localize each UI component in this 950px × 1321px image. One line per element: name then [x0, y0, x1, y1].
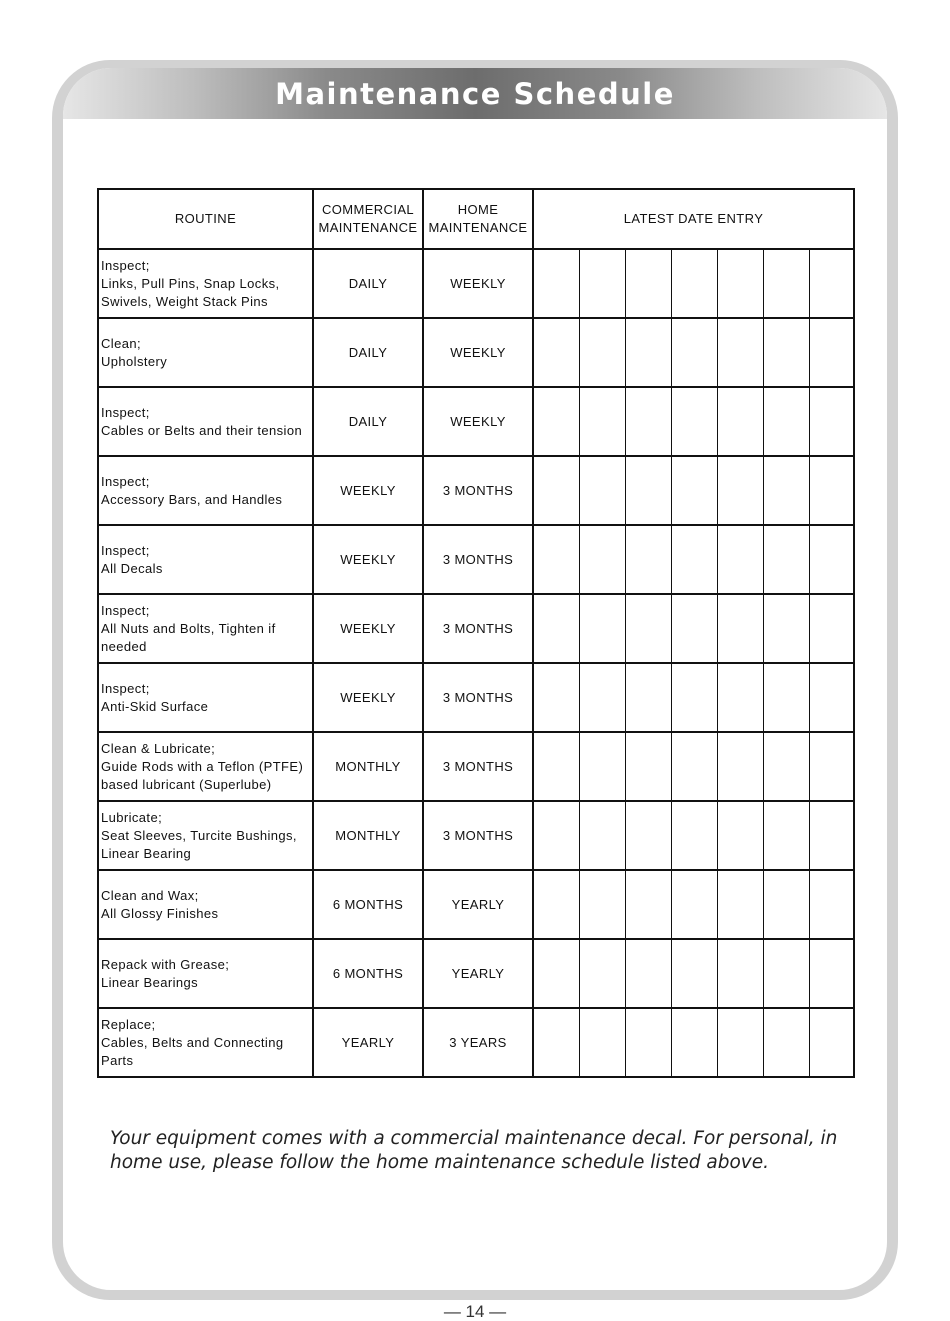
routine-line: Parts — [101, 1052, 134, 1068]
routine-line: Clean; — [101, 335, 141, 351]
header-routine: ROUTINE — [98, 189, 313, 249]
date-entry-cell[interactable] — [579, 318, 625, 387]
date-entry-cell[interactable] — [579, 663, 625, 732]
date-entry-cell[interactable] — [671, 732, 717, 801]
commercial-frequency-cell: WEEKLY — [313, 663, 423, 732]
routine-line: Links, Pull Pins, Snap Locks, — [101, 275, 280, 291]
date-entry-cell[interactable] — [671, 870, 717, 939]
routine-line: Repack with Grease; — [101, 956, 230, 972]
date-entry-cell[interactable] — [533, 249, 579, 318]
routine-line: Inspect; — [101, 404, 150, 420]
table-row — [98, 594, 854, 663]
date-entry-cell[interactable] — [809, 249, 854, 318]
date-entry-cell[interactable] — [717, 801, 763, 870]
date-entry-cell[interactable] — [717, 594, 763, 663]
table-row — [98, 939, 854, 1008]
routine-line: Seat Sleeves, Turcite Bushings, — [101, 827, 297, 843]
routine-cell — [98, 1008, 313, 1077]
home-frequency-cell: YEARLY — [423, 870, 533, 939]
date-entry-cell[interactable] — [625, 525, 671, 594]
routine-cell — [98, 249, 313, 318]
commercial-frequency-cell: WEEKLY — [313, 594, 423, 663]
date-entry-cell[interactable] — [763, 663, 809, 732]
commercial-frequency-cell: WEEKLY — [313, 456, 423, 525]
date-entry-cell[interactable] — [809, 456, 854, 525]
routine-line: Accessory Bars, and Handles — [101, 491, 283, 507]
maintenance-table — [97, 188, 855, 1078]
routine-cell — [98, 456, 313, 525]
date-entry-cell[interactable] — [671, 387, 717, 456]
routine-line: Upholstery — [101, 353, 168, 369]
date-entry-cell[interactable] — [763, 1008, 809, 1077]
date-entry-cell[interactable] — [579, 1008, 625, 1077]
date-entry-cell[interactable] — [533, 663, 579, 732]
home-frequency-cell: YEARLY — [423, 939, 533, 1008]
date-entry-cell[interactable] — [763, 870, 809, 939]
date-entry-cell[interactable] — [579, 387, 625, 456]
date-entry-cell[interactable] — [625, 732, 671, 801]
routine-line: Inspect; — [101, 680, 150, 696]
home-frequency-cell: 3 YEARS — [423, 1008, 533, 1077]
date-entry-cell[interactable] — [809, 939, 854, 1008]
date-entry-cell[interactable] — [579, 801, 625, 870]
routine-cell — [98, 801, 313, 870]
date-entry-cell[interactable] — [671, 801, 717, 870]
page-number: — 14 — — [443, 1302, 507, 1321]
routine-cell — [98, 663, 313, 732]
commercial-frequency-cell: MONTHLY — [313, 801, 423, 870]
table-row — [98, 387, 854, 456]
date-entry-cell[interactable] — [763, 318, 809, 387]
date-entry-cell[interactable] — [717, 318, 763, 387]
date-entry-cell[interactable] — [533, 801, 579, 870]
home-frequency-cell: 3 MONTHS — [423, 801, 533, 870]
date-entry-cell[interactable] — [625, 456, 671, 525]
date-entry-cell[interactable] — [809, 663, 854, 732]
routine-line: based lubricant (Superlube) — [101, 776, 272, 792]
commercial-frequency-cell: WEEKLY — [313, 525, 423, 594]
table-row — [98, 456, 854, 525]
date-entry-cell[interactable] — [671, 939, 717, 1008]
routine-line: Inspect; — [101, 602, 150, 618]
date-entry-cell[interactable] — [763, 249, 809, 318]
date-entry-cell[interactable] — [579, 249, 625, 318]
home-frequency-cell: 3 MONTHS — [423, 663, 533, 732]
date-entry-cell[interactable] — [717, 387, 763, 456]
date-entry-cell[interactable] — [717, 663, 763, 732]
commercial-frequency-cell: DAILY — [313, 249, 423, 318]
date-entry-cell[interactable] — [763, 732, 809, 801]
routine-cell — [98, 318, 313, 387]
routine-line: Cables or Belts and their tension — [101, 422, 303, 438]
routine-line: Clean & Lubricate; — [101, 740, 216, 756]
date-entry-cell[interactable] — [717, 870, 763, 939]
header-commercial-maintenance — [313, 189, 423, 249]
routine-line: All Glossy Finishes — [101, 905, 219, 921]
date-entry-cell[interactable] — [763, 594, 809, 663]
date-entry-cell[interactable] — [671, 663, 717, 732]
date-entry-cell[interactable] — [579, 732, 625, 801]
date-entry-cell[interactable] — [809, 870, 854, 939]
home-frequency-cell: WEEKLY — [423, 249, 533, 318]
date-entry-cell[interactable] — [717, 939, 763, 1008]
commercial-frequency-cell: 6 MONTHS — [313, 870, 423, 939]
commercial-frequency-cell: 6 MONTHS — [313, 939, 423, 1008]
routine-line: needed — [101, 638, 147, 654]
date-entry-cell[interactable] — [579, 525, 625, 594]
date-entry-cell[interactable] — [625, 801, 671, 870]
date-entry-cell[interactable] — [809, 318, 854, 387]
home-frequency-cell: 3 MONTHS — [423, 456, 533, 525]
routine-line: Guide Rods with a Teflon (PTFE) — [101, 758, 304, 774]
date-entry-cell[interactable] — [625, 939, 671, 1008]
routine-cell — [98, 870, 313, 939]
routine-line: Lubricate; — [101, 809, 163, 825]
routine-cell — [98, 525, 313, 594]
date-entry-cell[interactable] — [671, 318, 717, 387]
routine-cell — [98, 594, 313, 663]
commercial-frequency-cell: YEARLY — [313, 1008, 423, 1077]
routine-cell — [98, 732, 313, 801]
title-banner — [63, 68, 887, 119]
routine-line: All Nuts and Bolts, Tighten if — [101, 620, 276, 636]
header-latest-date-entry: LATEST DATE ENTRY — [533, 189, 854, 249]
date-entry-cell[interactable] — [533, 525, 579, 594]
date-entry-cell[interactable] — [763, 939, 809, 1008]
date-entry-cell[interactable] — [671, 525, 717, 594]
routine-line: Cables, Belts and Connecting — [101, 1034, 284, 1050]
date-entry-cell[interactable] — [763, 525, 809, 594]
table-row — [98, 732, 854, 801]
date-entry-cell[interactable] — [533, 732, 579, 801]
home-frequency-cell: WEEKLY — [423, 387, 533, 456]
routine-line: Inspect; — [101, 473, 150, 489]
date-entry-cell[interactable] — [533, 870, 579, 939]
table-row — [98, 525, 854, 594]
routine-line: Inspect; — [101, 257, 150, 273]
home-frequency-cell: 3 MONTHS — [423, 732, 533, 801]
date-entry-cell[interactable] — [533, 1008, 579, 1077]
routine-cell — [98, 939, 313, 1008]
date-entry-cell[interactable] — [717, 249, 763, 318]
table-row — [98, 1008, 854, 1077]
date-entry-cell[interactable] — [625, 1008, 671, 1077]
routine-line: Swivels, Weight Stack Pins — [101, 293, 268, 309]
date-entry-cell[interactable] — [533, 318, 579, 387]
date-entry-cell[interactable] — [717, 525, 763, 594]
table-row — [98, 663, 854, 732]
date-entry-cell[interactable] — [809, 732, 854, 801]
home-frequency-cell: 3 MONTHS — [423, 594, 533, 663]
routine-line: Linear Bearing — [101, 845, 192, 861]
date-entry-cell[interactable] — [625, 870, 671, 939]
routine-cell — [98, 387, 313, 456]
date-entry-cell[interactable] — [579, 456, 625, 525]
routine-line: Clean and Wax; — [101, 887, 199, 903]
date-entry-cell[interactable] — [533, 387, 579, 456]
date-entry-cell[interactable] — [717, 732, 763, 801]
date-entry-cell[interactable] — [809, 387, 854, 456]
date-entry-cell[interactable] — [533, 594, 579, 663]
table-row — [98, 249, 854, 318]
home-frequency-cell: WEEKLY — [423, 318, 533, 387]
date-entry-cell[interactable] — [671, 594, 717, 663]
date-entry-cell[interactable] — [533, 939, 579, 1008]
table-row — [98, 870, 854, 939]
date-entry-cell[interactable] — [671, 456, 717, 525]
commercial-frequency-cell: DAILY — [313, 318, 423, 387]
routine-line: Linear Bearings — [101, 974, 199, 990]
header-commercial-maintenance-label: COMMERCIAL MAINTENANCE — [318, 202, 418, 235]
date-entry-cell[interactable] — [763, 456, 809, 525]
routine-line: Replace; — [101, 1016, 156, 1032]
home-frequency-cell: 3 MONTHS — [423, 525, 533, 594]
date-entry-cell[interactable] — [579, 939, 625, 1008]
table-body — [98, 249, 854, 1077]
routine-line: Anti-Skid Surface — [101, 698, 209, 714]
routine-line: All Decals — [101, 560, 163, 576]
date-entry-cell[interactable] — [809, 1008, 854, 1077]
commercial-frequency-cell: MONTHLY — [313, 732, 423, 801]
date-entry-cell[interactable] — [579, 870, 625, 939]
date-entry-cell[interactable] — [671, 1008, 717, 1077]
table-row — [98, 801, 854, 870]
date-entry-cell[interactable] — [625, 318, 671, 387]
date-entry-cell[interactable] — [533, 456, 579, 525]
routine-line: Inspect; — [101, 542, 150, 558]
date-entry-cell[interactable] — [625, 594, 671, 663]
table-row — [98, 318, 854, 387]
date-entry-cell[interactable] — [579, 594, 625, 663]
date-entry-cell[interactable] — [809, 801, 854, 870]
header-row — [98, 189, 854, 249]
footnote: Your equipment comes with a commercial maintenance decal. For personal, in home use, please follow the home maintenance schedule listed above. — [110, 1128, 838, 1173]
date-entry-cell[interactable] — [625, 387, 671, 456]
date-entry-cell[interactable] — [763, 801, 809, 870]
header-home-maintenance — [423, 189, 533, 249]
commercial-frequency-cell: DAILY — [313, 387, 423, 456]
date-entry-cell[interactable] — [625, 663, 671, 732]
date-entry-cell[interactable] — [625, 249, 671, 318]
header-home-maintenance-label: HOME MAINTENANCE — [428, 202, 528, 235]
date-entry-cell[interactable] — [809, 525, 854, 594]
date-entry-cell[interactable] — [671, 249, 717, 318]
page-title: Maintenance Schedule — [275, 77, 675, 111]
date-entry-cell[interactable] — [809, 594, 854, 663]
date-entry-cell[interactable] — [717, 456, 763, 525]
date-entry-cell[interactable] — [717, 1008, 763, 1077]
date-entry-cell[interactable] — [763, 387, 809, 456]
